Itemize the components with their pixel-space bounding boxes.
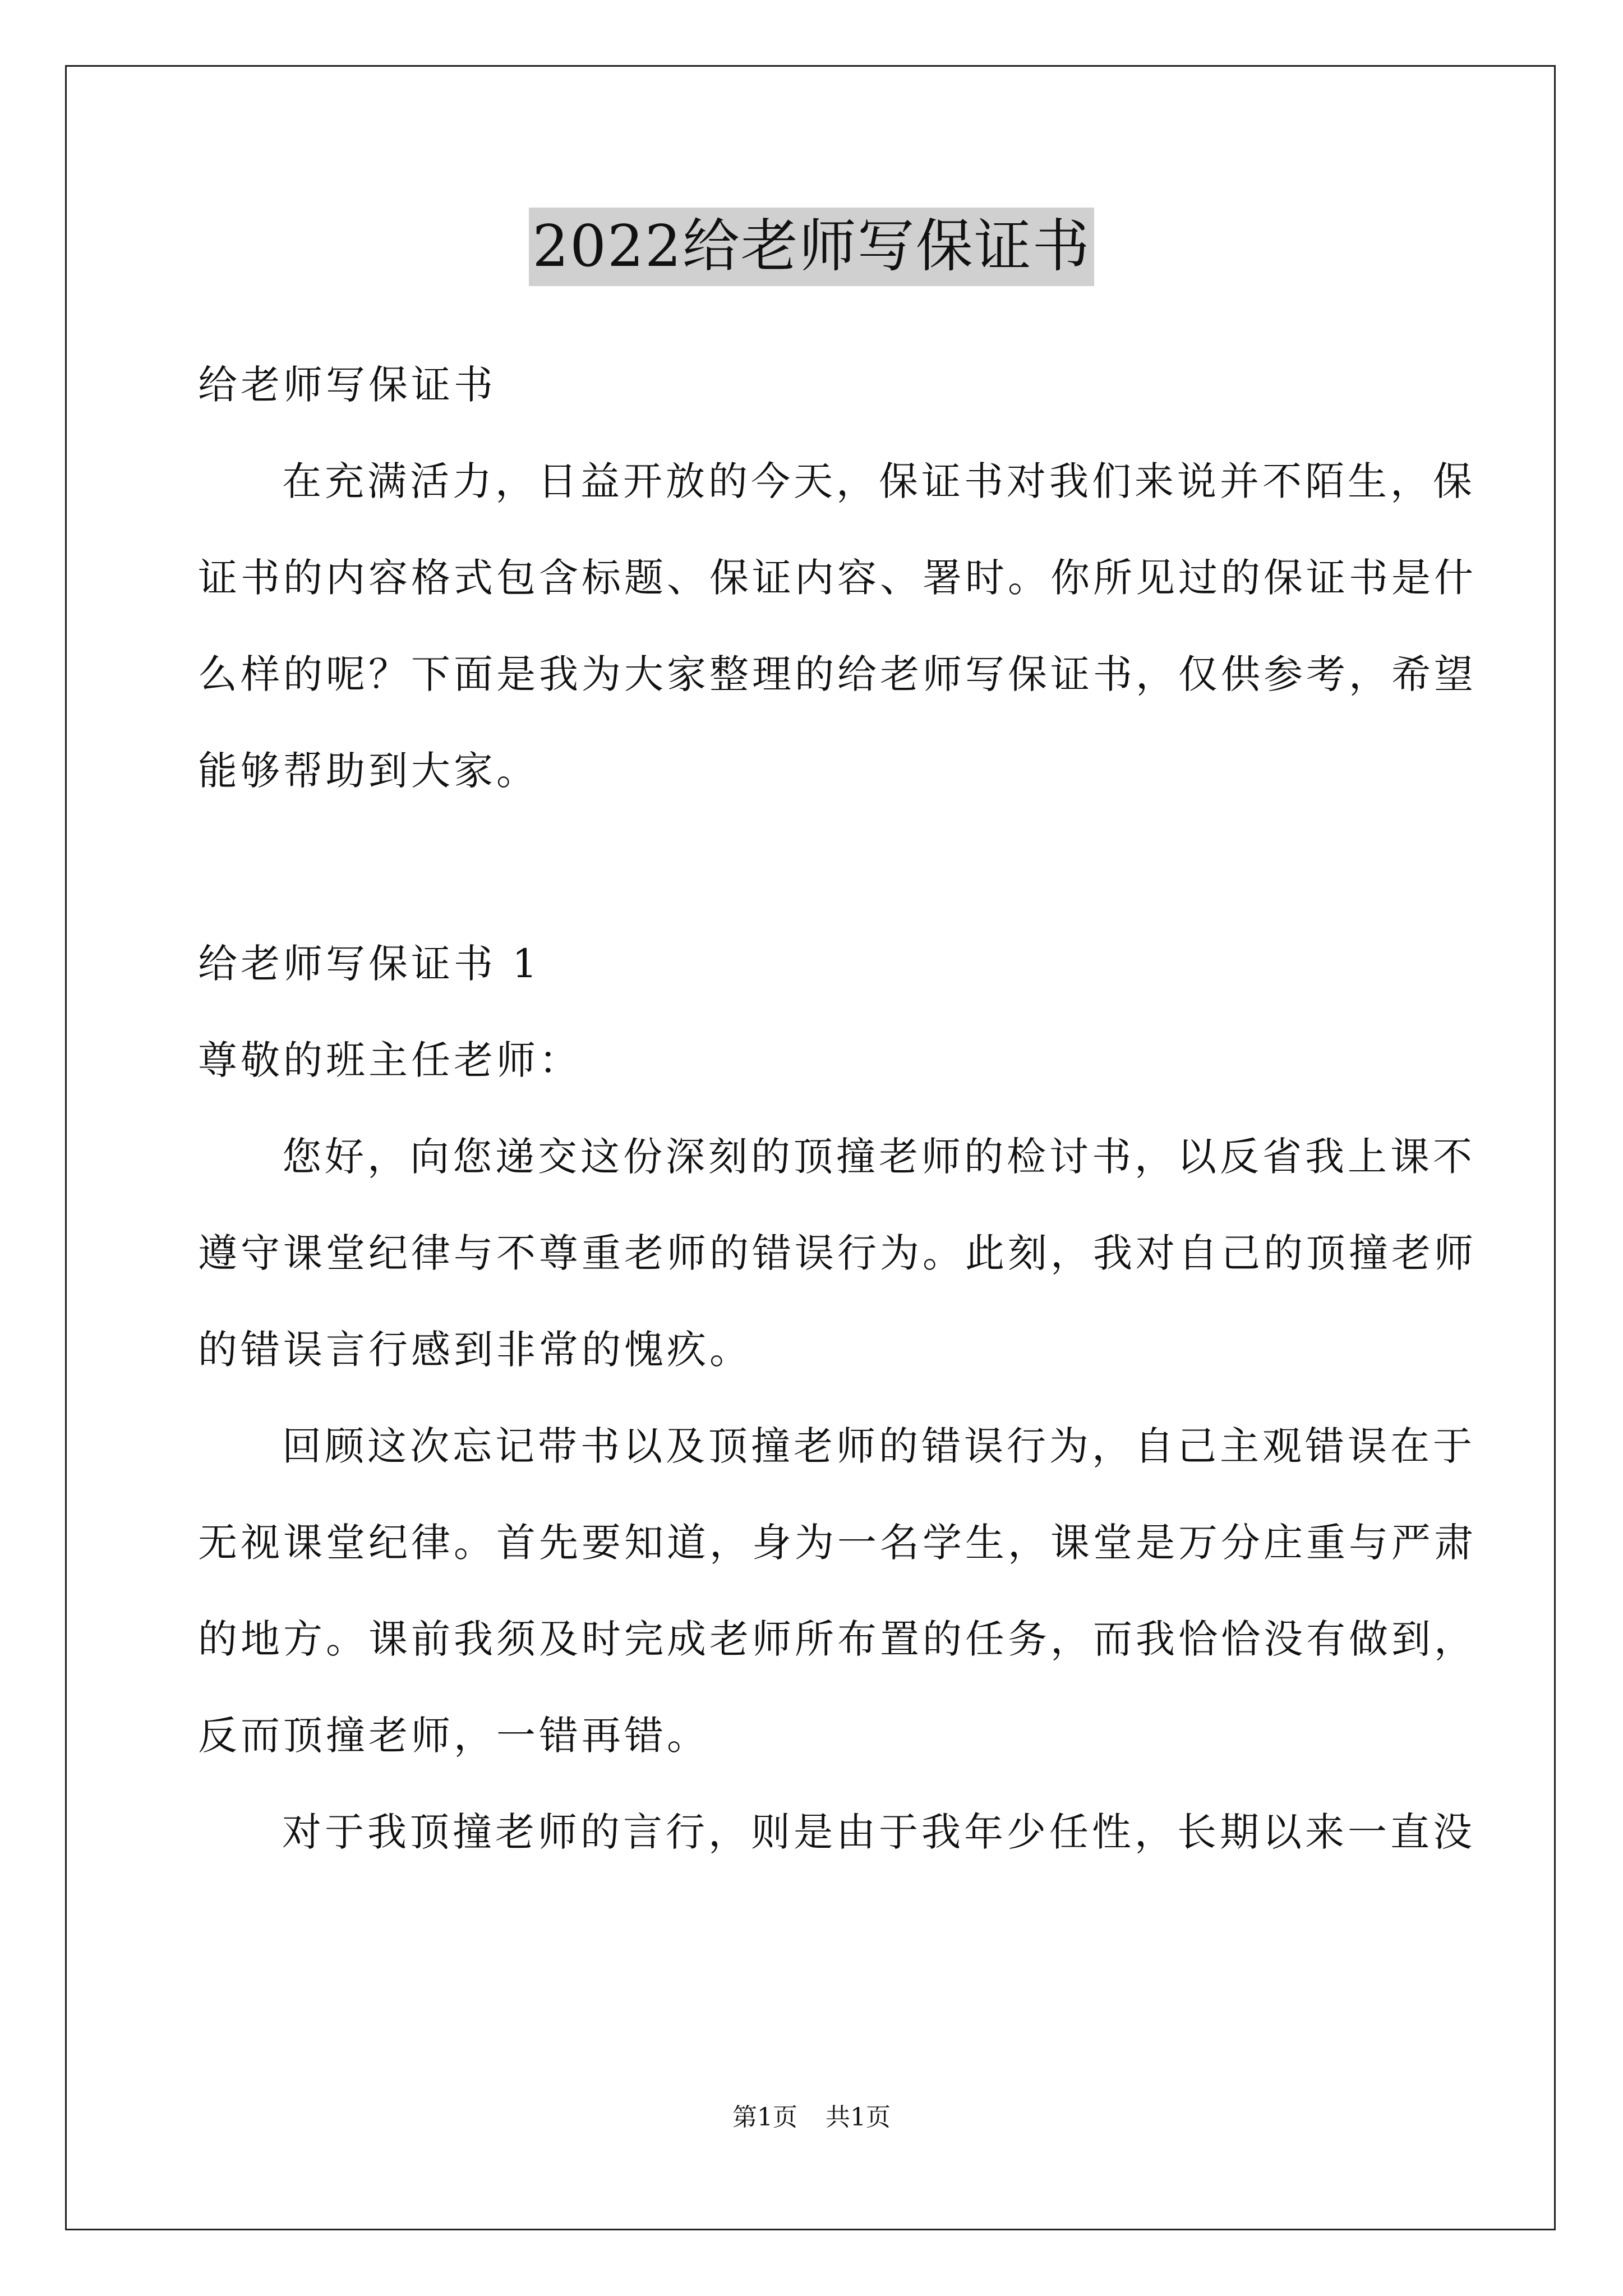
- paragraph-line: 能够帮助到大家。: [198, 748, 539, 794]
- paragraph-line: 无视课堂纪律。首先要知道，身为一名学生，课堂是万分庄重与严肃: [198, 1520, 1477, 1566]
- page-footer: [0, 2101, 1623, 2134]
- paragraph-line: 回顾这次忘记带书以及顶撞老师的错误行为，自己主观错误在于: [282, 1423, 1476, 1469]
- page-number: 第1页: [732, 2103, 797, 2132]
- paragraph-line: 证书的内容格式包含标题、保证内容、署时。你所见过的保证书是什: [198, 555, 1477, 601]
- paragraph-line: 么样的呢？下面是我为大家整理的给老师写保证书，仅供参考，希望: [198, 651, 1477, 697]
- paragraph-line: 遵守课堂纪律与不尊重老师的错误行为。此刻，我对自己的顶撞老师: [198, 1230, 1477, 1276]
- document-title: 2022给老师写保证书: [529, 208, 1094, 286]
- intro-heading: 给老师写保证书: [198, 362, 496, 408]
- salutation: 尊敬的班主任老师：: [198, 1037, 582, 1083]
- paragraph-line: 在充满活力，日益开放的今天，保证书对我们来说并不陌生，保: [282, 458, 1476, 504]
- title-container: [0, 208, 1623, 286]
- page-total: 共1页: [826, 2103, 891, 2132]
- paragraph-line: 反而顶撞老师，一错再错。: [198, 1713, 709, 1759]
- paragraph-line: 的错误言行感到非常的愧疚。: [198, 1327, 752, 1373]
- section-heading: 给老师写保证书 1: [198, 941, 541, 987]
- document-body: [198, 337, 1477, 1880]
- paragraph-line: 对于我顶撞老师的言行，则是由于我年少任性，长期以来一直没: [282, 1809, 1476, 1855]
- paragraph-line: 您好，向您递交这份深刻的顶撞老师的检讨书，以反省我上课不: [282, 1134, 1476, 1180]
- blank-line: [198, 819, 1432, 915]
- paragraph-line: 的地方。课前我须及时完成老师所布置的任务，而我恰恰没有做到，: [198, 1616, 1477, 1662]
